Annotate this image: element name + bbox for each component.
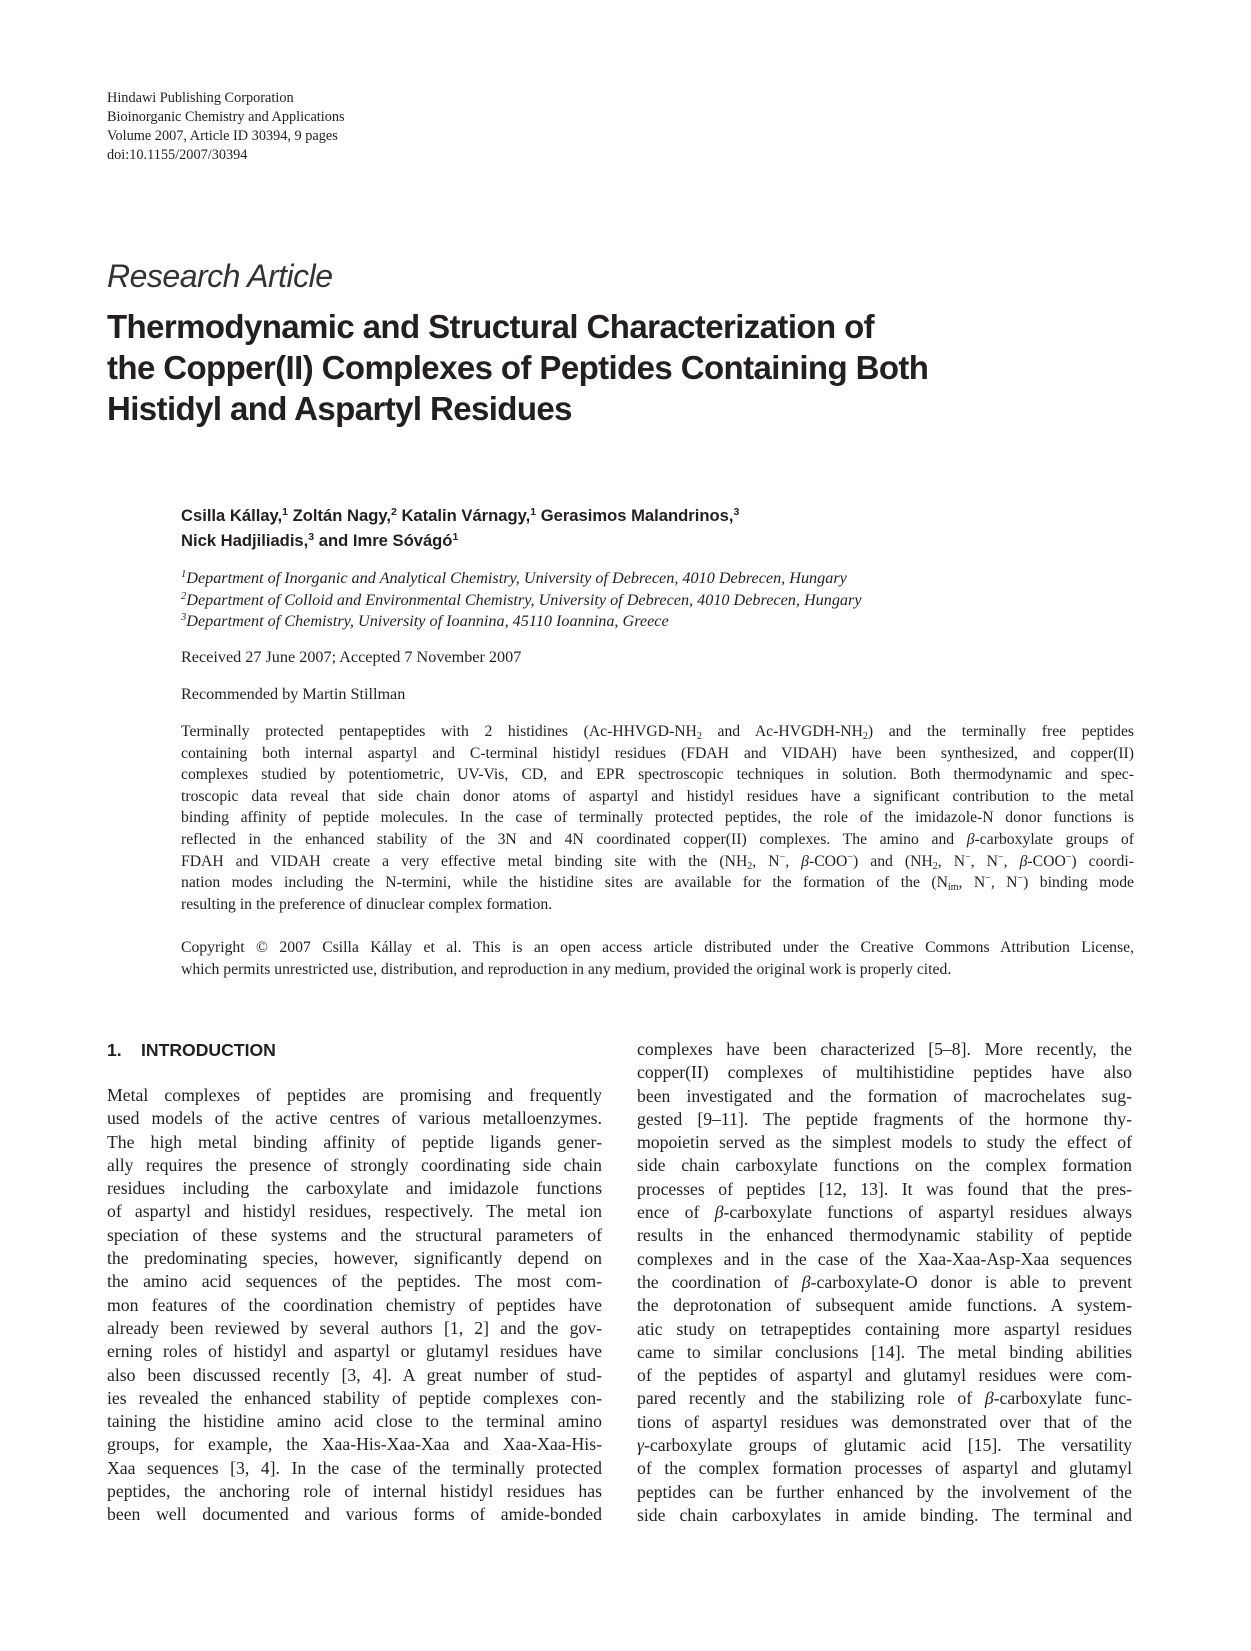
text-run: reflected in the enhanced stability of the 3N and 4N coordinated copper(II) complexes. The amino and bbox=[181, 830, 967, 848]
text-line bbox=[181, 764, 1134, 786]
italic-symbol: β bbox=[1019, 852, 1028, 870]
text-line bbox=[637, 1318, 1132, 1341]
text-run: mopoietin served as the simplest models to study the effect of bbox=[637, 1132, 1132, 1153]
recommended-by: Recommended by Martin Stillman bbox=[181, 685, 406, 703]
affiliation-mark: 2 bbox=[181, 590, 187, 602]
superscript: − bbox=[965, 851, 971, 863]
text-run: side chain carboxylate functions on the complex formation bbox=[637, 1155, 1132, 1176]
subscript: 2 bbox=[696, 731, 702, 742]
volume-info: Volume 2007, Article ID 30394, 9 pages bbox=[107, 128, 338, 144]
text-line: Metal complexes of peptides are promising and frequently bbox=[107, 1085, 602, 1105]
text-line: ally requires the presence of strongly coordinating side chain bbox=[107, 1154, 602, 1175]
text-run: pared recently and the stabilizing role of bbox=[637, 1388, 985, 1409]
text-run: been investigated and the formation of macrochelates sug- bbox=[637, 1085, 1132, 1106]
text-line bbox=[637, 1224, 1132, 1247]
text-line bbox=[181, 851, 1134, 873]
body-column-left bbox=[107, 1084, 602, 1527]
text-run: peptides can be further enhanced by the involvement of the bbox=[637, 1481, 1132, 1502]
subscript: 2 bbox=[932, 860, 938, 872]
text-run: of the complex formation processes of aspartyl and glutamyl bbox=[637, 1458, 1132, 1479]
author-list bbox=[181, 503, 739, 553]
affiliation-text: Department of Chemistry, University of Ioannina, 45110 Ioannina, Greece bbox=[186, 612, 669, 630]
journal-header bbox=[107, 89, 345, 165]
text-line bbox=[637, 1504, 1132, 1527]
text-run: complexes studied by potentiometric, UV-Vis, CD, and EPR spectroscopic techniques in solution. Both thermodynamic and spec- bbox=[181, 766, 1134, 784]
text-run: the deprotonation of subsequent amide functions. A system- bbox=[637, 1295, 1132, 1316]
received-dates: Received 27 June 2007; Accepted 7 November 2007 bbox=[181, 648, 522, 666]
italic-symbol: β bbox=[966, 830, 975, 848]
text-run: complexes have been characterized [5–8]. More recently, the bbox=[637, 1039, 1132, 1059]
text-run: -carboxylate-O donor is able to prevent bbox=[810, 1271, 1132, 1292]
text-run: results in the enhanced thermodynamic stability of peptide bbox=[637, 1225, 1132, 1246]
text-run: of the peptides of aspartyl and glutamyl residues were com- bbox=[637, 1365, 1132, 1386]
text-line bbox=[637, 1434, 1132, 1457]
author-affil-mark: 2 bbox=[390, 506, 397, 518]
doi: doi:10.1155/2007/30394 bbox=[107, 147, 248, 163]
affiliation bbox=[181, 590, 862, 612]
text-run: Terminally protected pentapeptides with 2 histidines (Ac-HHVGD-NH bbox=[181, 723, 697, 740]
affiliation-text: Department of Inorganic and Analytical Chemistry, University of Debrecen, 4010 Debrecen, Hungary bbox=[186, 569, 847, 587]
copyright-line: which permits unrestricted use, distribution, and reproduction in any medium, provided the original work is properly cited. bbox=[181, 960, 952, 978]
superscript: − bbox=[998, 851, 1004, 863]
section-heading bbox=[107, 1040, 276, 1061]
text-line bbox=[181, 807, 1134, 829]
section-title: INTRODUCTION bbox=[141, 1040, 276, 1060]
text-line bbox=[181, 743, 1134, 765]
italic-symbol: β bbox=[801, 1271, 811, 1292]
body-column-right bbox=[637, 1038, 1132, 1527]
text-run: , bbox=[1003, 852, 1020, 870]
text-run: ) and (NH bbox=[852, 852, 933, 870]
text-run: side chain carboxylates in amide binding. The terminal and bbox=[637, 1504, 1132, 1525]
text-run: , N bbox=[990, 874, 1018, 892]
subscript: 2 bbox=[747, 860, 753, 872]
text-run: came to similar conclusions [14]. The metal binding abilities bbox=[637, 1341, 1132, 1362]
italic-symbol: β bbox=[714, 1202, 724, 1223]
publisher-name: Hindawi Publishing Corporation bbox=[107, 90, 294, 106]
title-line: Histidyl and Aspartyl Residues bbox=[107, 390, 572, 427]
text-run: , N bbox=[958, 874, 986, 892]
copyright-notice bbox=[181, 937, 1134, 980]
text-run: tions of aspartyl residues was demonstrated over that of the bbox=[637, 1411, 1132, 1432]
section-number: 1. bbox=[107, 1040, 122, 1060]
text-line bbox=[637, 1271, 1132, 1294]
affiliation-text: Department of Colloid and Environmental Chemistry, University of Debrecen, 4010 Debrecen, Hungary bbox=[186, 590, 862, 609]
text-line: speciation of these systems and the structural parameters of bbox=[107, 1224, 602, 1245]
text-line bbox=[637, 1061, 1132, 1084]
text-line bbox=[637, 1108, 1132, 1131]
text-run: -COO bbox=[1027, 852, 1066, 870]
author-line bbox=[181, 528, 739, 553]
author-affil-mark: 1 bbox=[452, 531, 459, 543]
text-run: and Ac-HVGDH-NH bbox=[701, 723, 863, 740]
superscript: − bbox=[985, 873, 991, 885]
text-line: been well documented and various forms of amide-bonded bbox=[107, 1504, 602, 1525]
author-affil-mark: 1 bbox=[530, 506, 537, 518]
subscript: im bbox=[947, 882, 959, 894]
text-line: peptides, the anchoring role of internal histidyl residues has bbox=[107, 1481, 602, 1502]
author-name: and Imre Sóvágó bbox=[318, 531, 453, 550]
text-line bbox=[637, 1364, 1132, 1387]
text-line bbox=[637, 1131, 1132, 1154]
copyright-line: Copyright © 2007 Csilla Kállay et al. This is an open access article distributed under the Creative Commons Attribution License, bbox=[181, 939, 1134, 956]
author-affil-mark: 1 bbox=[282, 506, 288, 518]
text-line: Xaa sequences [3, 4]. In the case of the terminally protected bbox=[107, 1457, 602, 1478]
text-line bbox=[637, 1457, 1132, 1480]
text-line: of aspartyl and histidyl residues, respectively. The metal ion bbox=[107, 1201, 602, 1222]
text-run: ) binding mode bbox=[1023, 874, 1134, 892]
superscript: − bbox=[779, 851, 786, 863]
author-affil-mark: 3 bbox=[733, 506, 740, 518]
text-line: erning roles of histidyl and aspartyl or glutamyl residues have bbox=[107, 1341, 602, 1362]
text-run: atic study on tetrapeptides containing more aspartyl residues bbox=[637, 1318, 1132, 1339]
text-line bbox=[181, 786, 1134, 808]
journal-name: Bioinorganic Chemistry and Applications bbox=[107, 109, 345, 125]
text-run: , bbox=[785, 852, 802, 870]
text-run: the coordination of bbox=[637, 1271, 802, 1292]
text-run: , N bbox=[970, 852, 998, 870]
author-affil-mark: 3 bbox=[308, 531, 315, 543]
text-line: residues including the carboxylate and imidazole functions bbox=[107, 1178, 602, 1199]
text-line bbox=[637, 1154, 1132, 1177]
text-run: , N bbox=[937, 852, 966, 870]
text-line bbox=[181, 894, 1134, 916]
title-line: the Copper(II) Complexes of Peptides Containing Both bbox=[107, 349, 929, 386]
text-run: resulting in the preference of dinuclear complex formation. bbox=[181, 895, 553, 913]
text-line bbox=[637, 1085, 1132, 1108]
text-line: already been reviewed by several authors [1, 2] and the gov- bbox=[107, 1317, 602, 1338]
text-line bbox=[637, 1411, 1132, 1434]
affiliation bbox=[181, 568, 862, 590]
text-run: ) coordi- bbox=[1071, 852, 1134, 870]
text-line: the amino acid sequences of the peptides. The most com- bbox=[107, 1271, 602, 1292]
text-line bbox=[637, 1248, 1132, 1271]
text-run: processes of peptides [12, 13]. It was found that the pres- bbox=[637, 1178, 1132, 1199]
text-run: troscopic data reveal that side chain donor atoms of aspartyl and histidyl residues have a significant contribution to the metal bbox=[181, 787, 1134, 805]
text-run: ) and the terminally free peptides bbox=[867, 723, 1135, 740]
text-line: the predominating species, however, significantly depend on bbox=[107, 1248, 602, 1269]
text-line bbox=[181, 872, 1134, 894]
text-line: taining the histidine amino acid close to the terminal amino bbox=[107, 1411, 602, 1432]
article-title bbox=[107, 306, 1067, 429]
author-name: Gerasimos Malandrinos, bbox=[540, 506, 734, 525]
text-line bbox=[181, 721, 1134, 743]
superscript: − bbox=[1017, 873, 1024, 885]
text-line bbox=[637, 1201, 1132, 1224]
superscript: − bbox=[1065, 851, 1072, 863]
text-line: used models of the active centres of various metalloenzymes. bbox=[107, 1108, 602, 1129]
text-run: -carboxylate groups of glutamic acid [15]. The versatility bbox=[643, 1435, 1132, 1456]
text-run: -COO bbox=[808, 852, 848, 870]
text-run: complexes and in the case of the Xaa-Xaa-Asp-Xaa sequences bbox=[637, 1248, 1132, 1269]
affiliation-mark: 3 bbox=[181, 612, 187, 623]
author-line bbox=[181, 503, 739, 528]
italic-symbol: β bbox=[984, 1388, 994, 1409]
abstract bbox=[181, 721, 1134, 915]
subscript: 2 bbox=[862, 731, 868, 742]
superscript: − bbox=[847, 851, 853, 863]
author-name: Zoltán Nagy, bbox=[292, 506, 391, 525]
affiliation-list bbox=[181, 568, 862, 633]
text-line bbox=[637, 1294, 1132, 1317]
text-line: also been discussed recently [3, 4]. A great number of stud- bbox=[107, 1364, 602, 1385]
author-name: Katalin Várnagy, bbox=[401, 506, 531, 525]
text-run: , N bbox=[752, 852, 780, 870]
text-run: -carboxylate groups of bbox=[974, 830, 1134, 848]
text-run: gested [9–11]. The peptide fragments of the hormone thy- bbox=[637, 1108, 1132, 1129]
text-line bbox=[181, 829, 1134, 851]
text-run: copper(II) complexes of multihistidine peptides have also bbox=[637, 1062, 1132, 1083]
text-line bbox=[637, 1038, 1132, 1061]
text-run: nation modes including the N-termini, while the histidine sites are available for the formation of the (N bbox=[181, 874, 948, 892]
text-run: binding affinity of peptide molecules. In the case of terminally protected peptides, the role of the imidazole-N donor functions is bbox=[181, 809, 1134, 827]
text-line: mon features of the coordination chemistry of peptides have bbox=[107, 1294, 602, 1315]
text-line bbox=[637, 1341, 1132, 1364]
author-name: Nick Hadjiliadis, bbox=[181, 531, 309, 550]
text-line bbox=[637, 1387, 1132, 1410]
title-line: Thermodynamic and Structural Characterization of bbox=[107, 308, 875, 345]
text-line bbox=[637, 1178, 1132, 1201]
affiliation-mark: 1 bbox=[181, 569, 187, 580]
author-name: Csilla Kállay, bbox=[181, 506, 283, 525]
text-line: groups, for example, the Xaa-His-Xaa-Xaa and Xaa-Xaa-His- bbox=[107, 1434, 602, 1455]
text-run: ence of bbox=[637, 1202, 715, 1223]
text-line bbox=[637, 1481, 1132, 1504]
text-line: The high metal binding affinity of peptide ligands gener- bbox=[107, 1131, 602, 1152]
text-line: ies revealed the enhanced stability of peptide complexes con- bbox=[107, 1387, 602, 1408]
affiliation bbox=[181, 611, 862, 633]
text-run: containing both internal aspartyl and C-terminal histidyl residues (FDAH and VIDAH) have been synthesized, and copper(II) bbox=[181, 744, 1134, 762]
italic-symbol: β bbox=[801, 852, 809, 870]
article-type: Research Article bbox=[107, 258, 333, 294]
italic-symbol: γ bbox=[637, 1435, 644, 1456]
text-run: -carboxylate func- bbox=[993, 1388, 1132, 1409]
text-run: FDAH and VIDAH create a very effective metal binding site with the (NH bbox=[181, 852, 748, 870]
text-run: -carboxylate functions of aspartyl residues always bbox=[723, 1202, 1132, 1223]
